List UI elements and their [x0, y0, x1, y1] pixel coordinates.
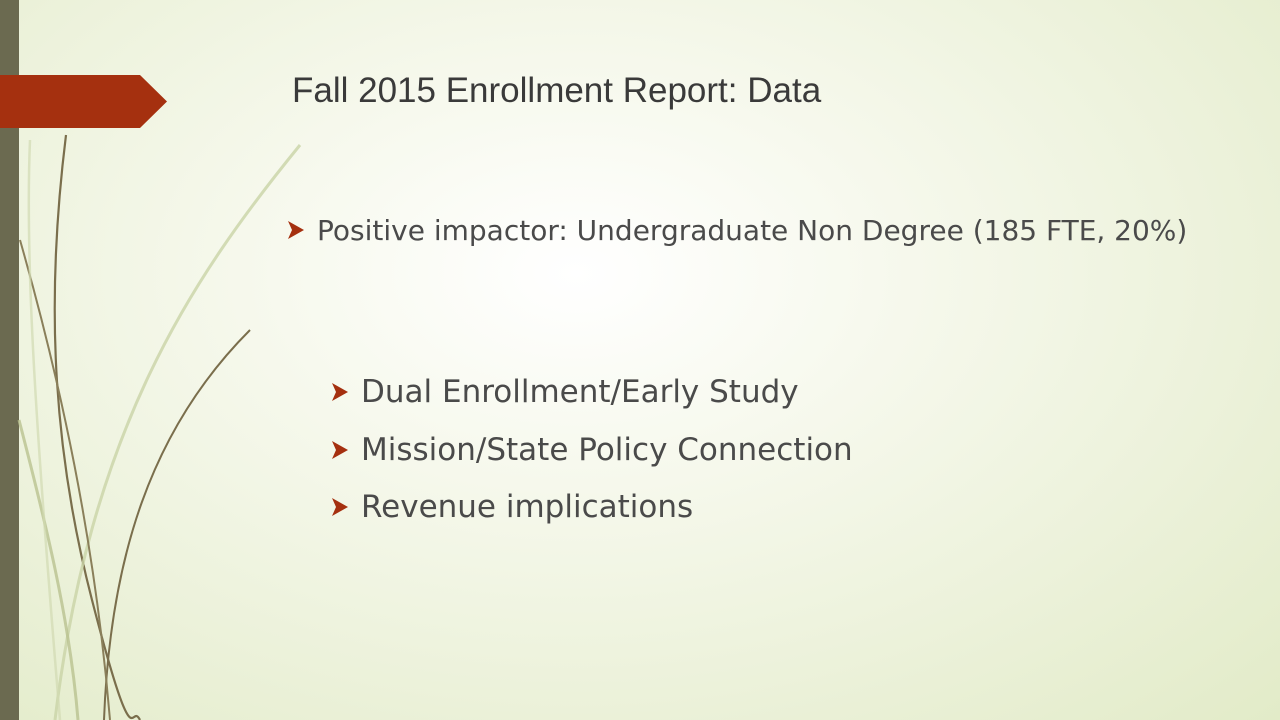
slide-title: Fall 2015 Enrollment Report: Data [292, 71, 822, 110]
sub-bullet-text: Mission/State Policy Connection [361, 432, 853, 468]
sub-bullet-text: Dual Enrollment/Early Study [361, 374, 799, 410]
bullet-text: Positive impactor: Undergraduate Non Degree (185 FTE, 20%) [317, 214, 1188, 247]
bullet-item [286, 210, 1206, 251]
arrow-right-bullet-icon [330, 496, 350, 518]
sub-bullet-item [330, 430, 853, 470]
arrow-right-bullet-icon [286, 219, 306, 241]
sub-bullet-item [330, 487, 693, 527]
arrow-right-bullet-icon [330, 439, 350, 461]
sub-bullet-text: Revenue implications [361, 489, 694, 525]
arrow-right-bullet-icon [330, 381, 350, 403]
sub-bullet-item [330, 372, 799, 412]
title-accent-tab [0, 75, 167, 128]
